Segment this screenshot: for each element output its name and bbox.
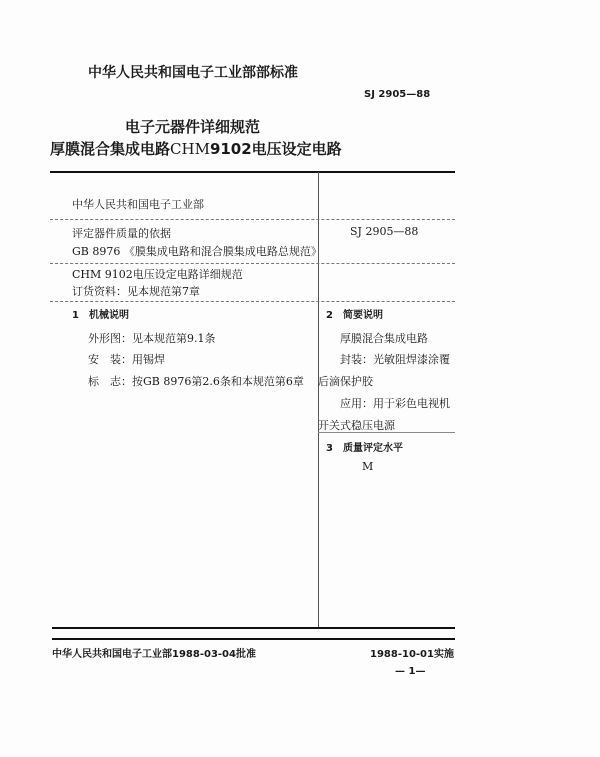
section-2-line: 厚膜混合集成电路 <box>340 332 428 345</box>
rule <box>52 638 455 640</box>
section-1-item: 标 志：按GB 8976第2.6条和本规范第6章 <box>88 375 304 388</box>
rule <box>52 627 455 629</box>
spec-name: CHM 9102电压设定电路详细规范 <box>72 268 243 281</box>
rule <box>318 432 455 433</box>
section-1-title: 1 机械说明 <box>72 310 129 321</box>
title-line-2 <box>50 138 342 159</box>
basis-label: 评定器件质量的依据 <box>72 227 171 240</box>
order-info: 订货资料：见本规范第7章 <box>72 285 200 298</box>
effective-date: 1988-10-01实施 <box>370 649 454 660</box>
title-part: 9102电压设定电路 <box>209 140 342 158</box>
section-1-item: 安 装：用锡焊 <box>88 353 165 366</box>
title-line-1: 电子元器件详细规范 <box>125 118 261 136</box>
rule <box>50 171 455 173</box>
rule <box>50 301 455 302</box>
section-2-line: 封装：光敏阻焊漆涂覆 <box>340 353 450 366</box>
right-code: SJ 2905—88 <box>350 225 419 238</box>
approval-text: 中华人民共和国电子工业部1988-03-04批准 <box>52 649 256 660</box>
rule <box>50 219 455 220</box>
title-part: CHM <box>170 140 210 158</box>
rule <box>50 263 455 264</box>
standard-code: SJ 2905—88 <box>364 89 431 100</box>
section-2-line: 后滴保护胶 <box>318 375 373 388</box>
section-1-item: 外形图：见本规范第9.1条 <box>88 332 216 345</box>
issuer-heading: 中华人民共和国电子工业部部标准 <box>88 65 298 81</box>
column-divider <box>318 172 319 627</box>
title-part: 厚膜混合集成电路 <box>50 140 171 158</box>
quality-level: M <box>362 460 374 473</box>
section-2-line: 应用：用于彩色电视机 <box>340 397 450 410</box>
section-2-title: 2 简要说明 <box>326 310 383 321</box>
basis-value: GB 8976 《膜集成电路和混合膜集成电路总规范》 <box>72 245 322 258</box>
section-3-title: 3 质量评定水平 <box>326 443 403 454</box>
section-2-line: 开关式稳压电源 <box>318 419 395 432</box>
page-number: — 1— <box>395 666 426 677</box>
ministry-text: 中华人民共和国电子工业部 <box>72 198 204 211</box>
